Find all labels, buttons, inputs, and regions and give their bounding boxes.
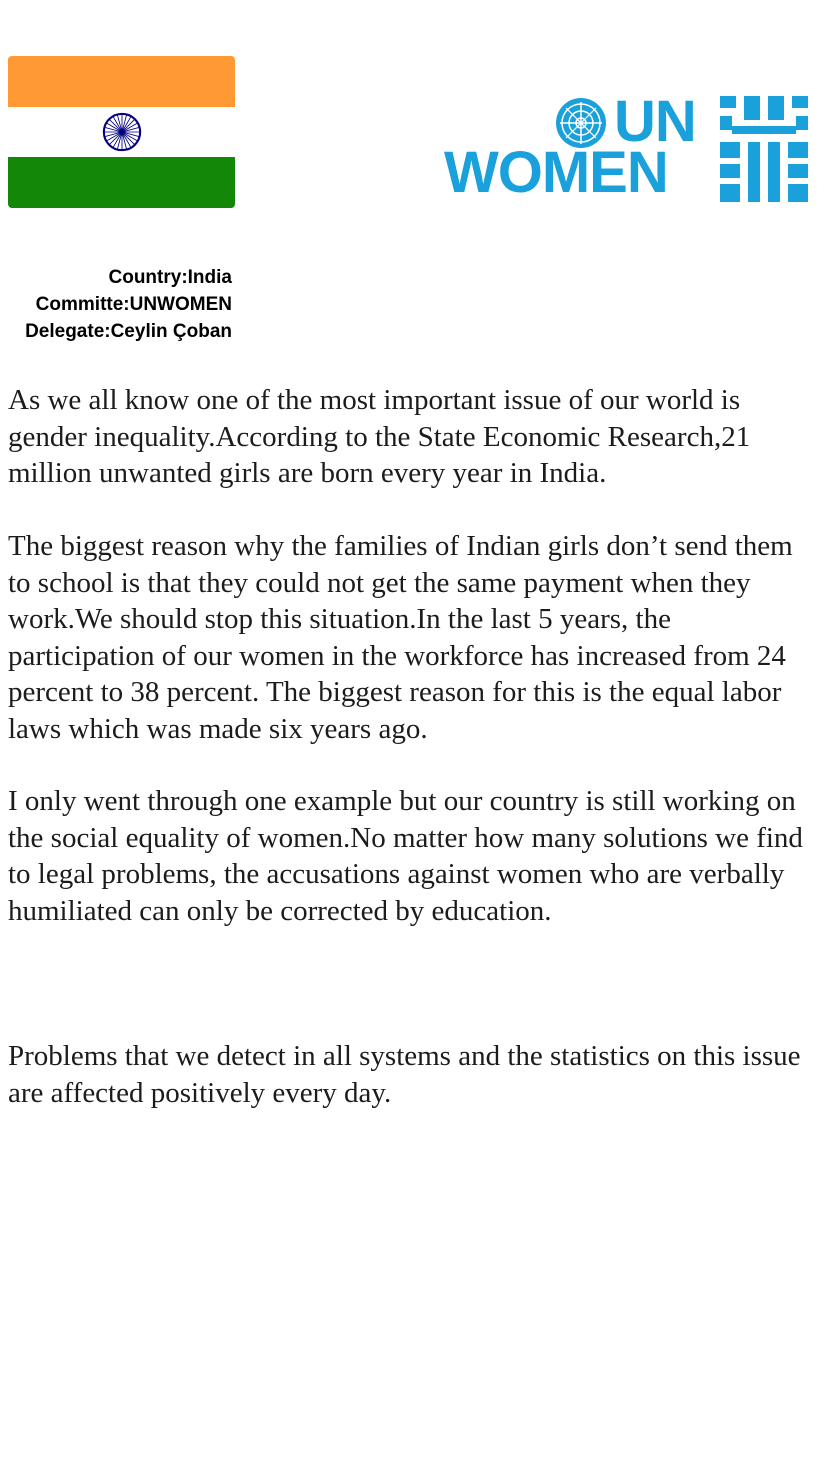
paragraph-3: I only went through one example but our country is still working on the social equality of women.No matter how many solutions we find to legal problems, the accusations against women who are verbally humiliated can only be corrected by education. <box>8 785 803 927</box>
india-flag <box>8 56 235 208</box>
logo-women-text: WOMEN <box>444 140 668 205</box>
country-line: Country:India <box>108 267 232 288</box>
ashoka-chakra-icon <box>101 111 143 153</box>
flag-green-stripe <box>8 157 235 208</box>
paragraph-1: As we all know one of the most important issue of our world is gender inequality.According to the State Economic Research,21 million unwanted girls are born every year in India. <box>8 384 751 489</box>
flag-saffron-stripe <box>8 56 235 107</box>
un-women-logo <box>444 89 808 205</box>
committee-line: Committe:UNWOMEN <box>35 294 232 315</box>
paragraph-4: Problems that we detect in all systems and the statistics on this issue are affected positively every day. <box>8 1040 801 1109</box>
paragraph-2: The biggest reason why the families of Indian girls don’t send them to school is that they could not get the same payment when they work.We should stop this situation.In the last 5 years, the participation of our women in the workforce has increased from 24 percent to 38 percent. The biggest reason for this is the equal labor laws which was made six years ago. <box>8 530 793 745</box>
delegate-info <box>8 264 232 345</box>
un-women-pillar-icon <box>720 96 808 202</box>
delegate-line: Delegate:Ceylin Çoban <box>25 321 232 342</box>
logo-un-text: UN <box>614 89 696 154</box>
